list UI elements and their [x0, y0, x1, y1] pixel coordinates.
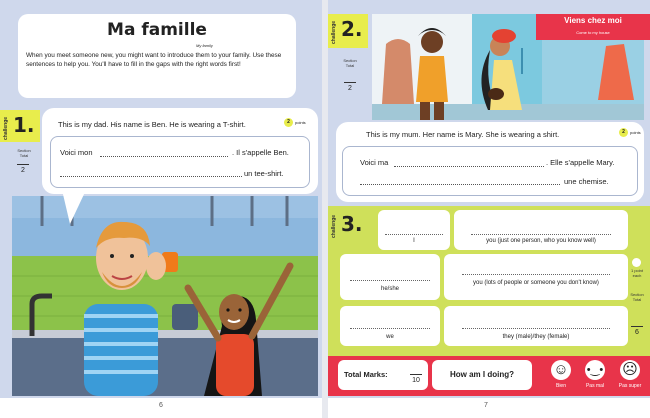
sad-face-icon: ☹ [620, 360, 640, 380]
challenge-label: challenge [331, 214, 337, 238]
title-translation: My family [196, 43, 213, 48]
speech-bubble-tail [60, 190, 90, 224]
intro-card [18, 14, 296, 98]
answer-line [350, 328, 430, 329]
gap-input-1[interactable] [394, 166, 544, 167]
english-sentence: This is my dad. His name is Ben. He is wearing a T-shirt. [58, 120, 246, 129]
challenge-label: challenge [3, 116, 9, 140]
how-am-i-doing-box [432, 360, 532, 390]
face-ok[interactable] [580, 358, 610, 396]
family-illustration [12, 196, 318, 396]
cell-label: he/she [380, 286, 399, 292]
page-number: 6 [159, 402, 163, 409]
section-total-label: Section Total [343, 58, 357, 68]
answer-box [50, 136, 310, 188]
fill-line-1-end: . Il s'appelle Ben. [232, 148, 289, 157]
face-label: Bien [555, 383, 566, 389]
face-bad[interactable] [614, 358, 646, 396]
cell-label: you (lots of people or someone you don't know) [473, 280, 599, 286]
answer-line [462, 274, 609, 275]
pronoun-box-3[interactable] [340, 254, 440, 300]
section-total-label: Section Total [17, 148, 31, 158]
answer-line [385, 234, 443, 235]
fill-line-2-end: un tee-shirt. [244, 169, 284, 178]
sentence-card [336, 122, 644, 202]
challenge-number: 1. [13, 113, 35, 137]
score-divider [17, 164, 29, 165]
kitchen-scene-image [12, 196, 318, 396]
happy-face-icon: ☺ [551, 360, 571, 380]
points-label: points [295, 120, 306, 125]
answer-line [471, 234, 610, 235]
gap-input-2[interactable] [360, 184, 560, 185]
fill-line-1-end: . Elle s'appelle Mary. [546, 158, 615, 167]
face-label: Pas mal [585, 383, 605, 389]
section-total-label: Section Total [630, 292, 644, 302]
banner-title: Viens chez moi [564, 16, 622, 25]
sentence-card [42, 108, 318, 194]
challenge-number: 2. [341, 17, 363, 41]
total-marks-label: Total Marks: [344, 370, 388, 379]
left-page [0, 0, 322, 418]
points-each-label: 1 point each [630, 268, 643, 278]
fill-line-1-start: Voici mon [60, 148, 93, 157]
cell-label: I [413, 238, 415, 244]
fill-line-2-end: une chemise. [564, 177, 609, 186]
neutral-face-icon: •‿• [585, 360, 605, 380]
points-badge [632, 258, 641, 267]
answer-line [350, 280, 430, 281]
score-max: 6 [635, 329, 639, 336]
pronoun-box-4[interactable] [444, 254, 628, 300]
points-badge: 2 [619, 128, 628, 137]
challenge-number: 3. [341, 212, 363, 236]
gap-input-1[interactable] [100, 156, 228, 157]
score-divider [344, 82, 356, 83]
total-divider [410, 374, 422, 375]
points-label: points [630, 130, 641, 135]
page-number: 7 [484, 402, 488, 409]
total-marks-box [338, 360, 428, 390]
face-good[interactable] [546, 358, 576, 396]
page-title: Ma famille [107, 20, 207, 40]
total-max: 10 [412, 377, 420, 384]
answer-line [462, 328, 609, 329]
answer-box [342, 146, 638, 196]
fill-line-1-start: Voici ma [360, 158, 389, 167]
english-sentence: This is my mum. Her name is Mary. She is wearing a shirt. [366, 130, 560, 139]
gap-input-2[interactable] [60, 176, 242, 177]
cell-label: you (just one person, who you know well) [486, 238, 596, 244]
pronoun-box-6[interactable] [444, 306, 628, 346]
right-page [328, 0, 650, 418]
score-divider [631, 326, 643, 327]
cell-label: they (male)/they (female) [502, 334, 570, 340]
score-max: 2 [348, 85, 352, 92]
how-label: How am I doing? [450, 370, 514, 379]
challenge-label: challenge [331, 20, 337, 44]
banner-subtitle: Come to my house [576, 30, 610, 35]
cell-label: we [386, 334, 394, 340]
face-label: Pas super [618, 383, 642, 389]
pronoun-box-2[interactable] [454, 210, 628, 250]
pronoun-box-5[interactable] [340, 306, 440, 346]
intro-text: When you meet someone new, you might want to introduce them to your family. Use these sentences to help you. You'll have to fill in the gaps with the right words first! [26, 52, 282, 68]
points-badge: 2 [284, 118, 293, 127]
pronoun-box-1[interactable] [378, 210, 450, 250]
score-max: 2 [21, 167, 25, 174]
